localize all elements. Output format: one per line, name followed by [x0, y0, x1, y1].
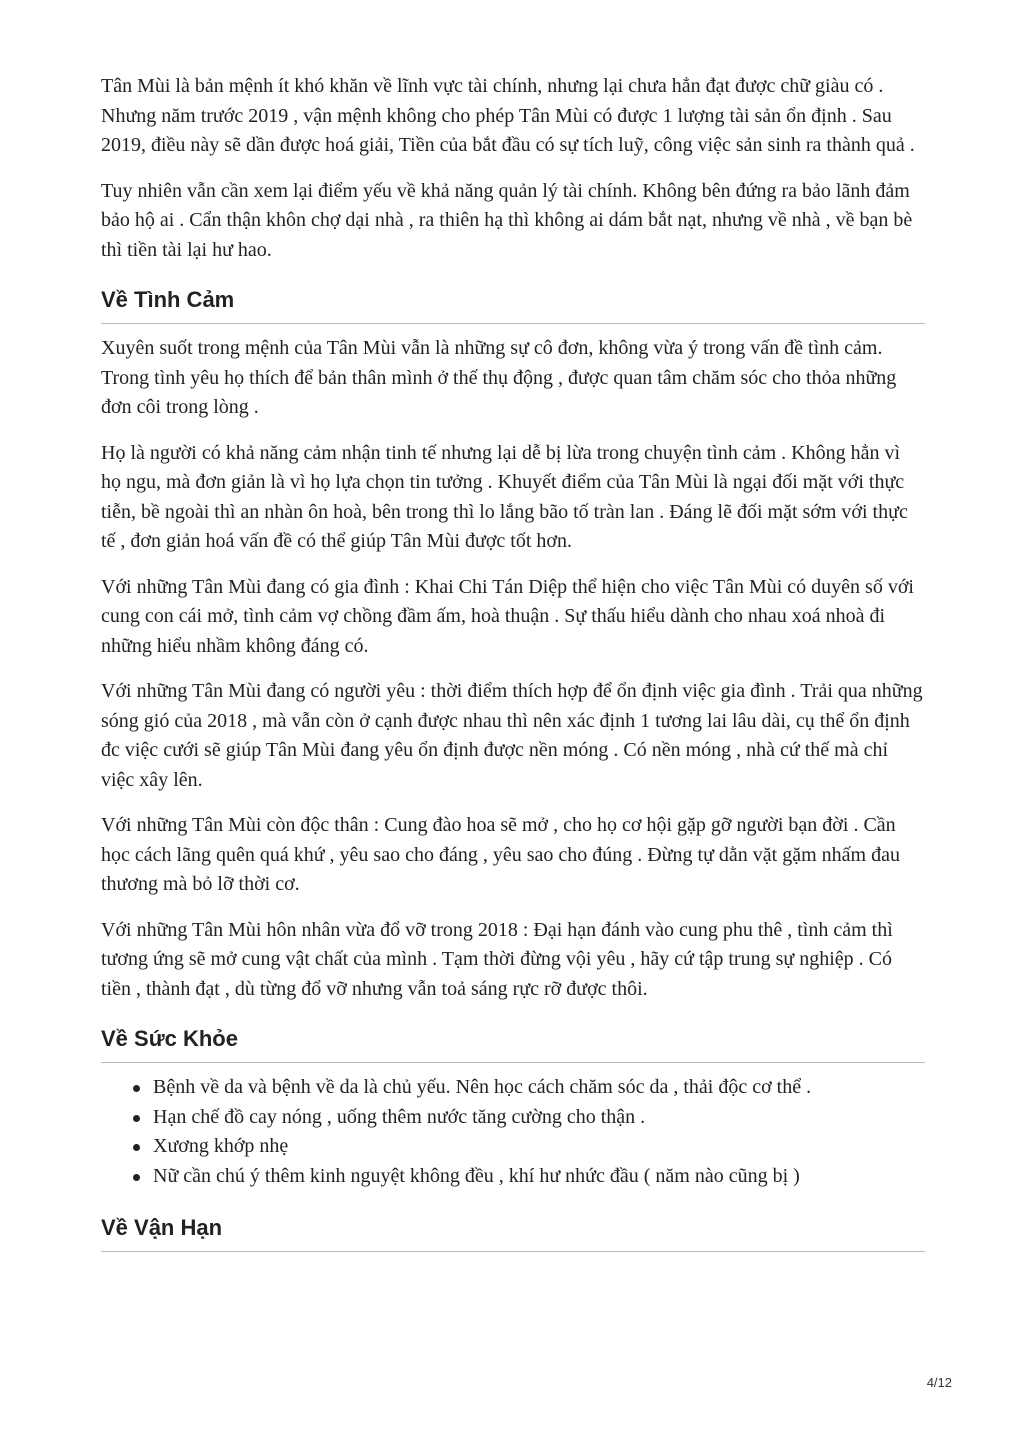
list-item: Xương khớp nhẹ [153, 1132, 925, 1162]
section-heading-health: Về Sức Khỏe [101, 1024, 925, 1063]
list-item: Nữ cần chú ý thêm kinh nguyệt không đều , khí hư nhức đầu ( năm nào cũng bị ) [153, 1162, 925, 1192]
page-number: 4/12 [926, 1375, 952, 1390]
document-body [101, 72, 925, 1252]
section-heading-love: Về Tình Cảm [101, 285, 925, 324]
intro-paragraph-1: Tân Mùi là bản mệnh ít khó khăn về lĩnh vực tài chính, nhưng lại chưa hẳn đạt được chữ giàu có . Nhưng năm trước 2019 , vận mệnh không cho phép Tân Mùi có được 1 lượng tài sản ổn định . Sau 2019, điều này sẽ dần được hoá giải, Tiền của bắt đầu có sự tích luỹ, công việc sản sinh ra thành quả . [101, 75, 915, 156]
love-paragraph-2: Họ là người có khả năng cảm nhận tinh tế nhưng lại dễ bị lừa trong chuyện tình cảm . Không hẳn vì họ ngu, mà đơn giản là vì họ lựa chọn tin tưởng . Khuyết điểm của Tân Mùi là ngại đối mặt với thực tiễn, bề ngoài thì an nhàn ôn hoà, bên trong thì lo lắng bão tố tràn lan . Đáng lẽ đối mặt sớm với thực tế , đơn giản hoá vấn đề có thể giúp Tân Mùi được tốt hơn. [101, 441, 908, 552]
love-paragraph-4: Với những Tân Mùi đang có người yêu : thời điểm thích hợp để ổn định việc gia đình . Trải qua những sóng gió của 2018 , mà vẫn còn ở cạnh được nhau thì nên xác định 1 tương lai lâu dài, cụ thể ổn định đc việc cưới sẽ giúp Tân Mùi đang yêu ổn định được nền móng . Có nền móng , nhà cứ thế mà chỉ việc xây lên. [101, 680, 923, 791]
list-item: Hạn chế đồ cay nóng , uống thêm nước tăng cường cho thận . [153, 1103, 925, 1133]
health-list [101, 1073, 925, 1191]
list-item: Bệnh về da và bệnh về da là chủ yếu. Nên học cách chăm sóc da , thải độc cơ thể . [153, 1073, 925, 1103]
intro-paragraph-2: Tuy nhiên vẫn cần xem lại điểm yếu về khả năng quản lý tài chính. Không bên đứng ra bảo lãnh đảm bảo hộ ai . Cẩn thận khôn chợ dại nhà , ra thiên hạ thì không ai dám bắt nạt, nhưng về nhà , về bạn bè thì tiền tài lại hư hao. [101, 179, 913, 261]
love-paragraph-6: Với những Tân Mùi hôn nhân vừa đổ vỡ trong 2018 : Đại hạn đánh vào cung phu thê , tình cảm thì tương ứng sẽ mở cung vật chất của mình . Tạm thời đừng vội yêu , hãy cứ tập trung sự nghiệp . Có tiền , thành đạt , dù từng đổ vỡ nhưng vẫn toả sáng rực rỡ được thôi. [101, 918, 893, 1000]
section-heading-fortune: Về Vận Hạn [101, 1213, 925, 1252]
love-paragraph-3: Với những Tân Mùi đang có gia đình : Khai Chi Tán Diệp thể hiện cho việc Tân Mùi có duyên số với cung con cái mở, tình cảm vợ chồng đầm ấm, hoà thuận . Sự thấu hiểu dành cho nhau xoá nhoà đi những hiểu nhầm không đáng có. [101, 575, 914, 657]
love-paragraph-5: Với những Tân Mùi còn độc thân : Cung đào hoa sẽ mở , cho họ cơ hội gặp gỡ người bạn đời . Cần học cách lãng quên quá khứ , yêu sao cho đáng , yêu sao cho đúng . Đừng tự dằn vặt gặm nhấm đau thương mà bỏ lỡ thời cơ. [101, 814, 900, 895]
love-paragraph-1: Xuyên suốt trong mệnh của Tân Mùi vẫn là những sự cô đơn, không vừa ý trong vấn đề tình cảm. Trong tình yêu họ thích để bản thân mình ở thế thụ động , được quan tâm chăm sóc cho thỏa những đơn côi trong lòng . [101, 337, 897, 418]
